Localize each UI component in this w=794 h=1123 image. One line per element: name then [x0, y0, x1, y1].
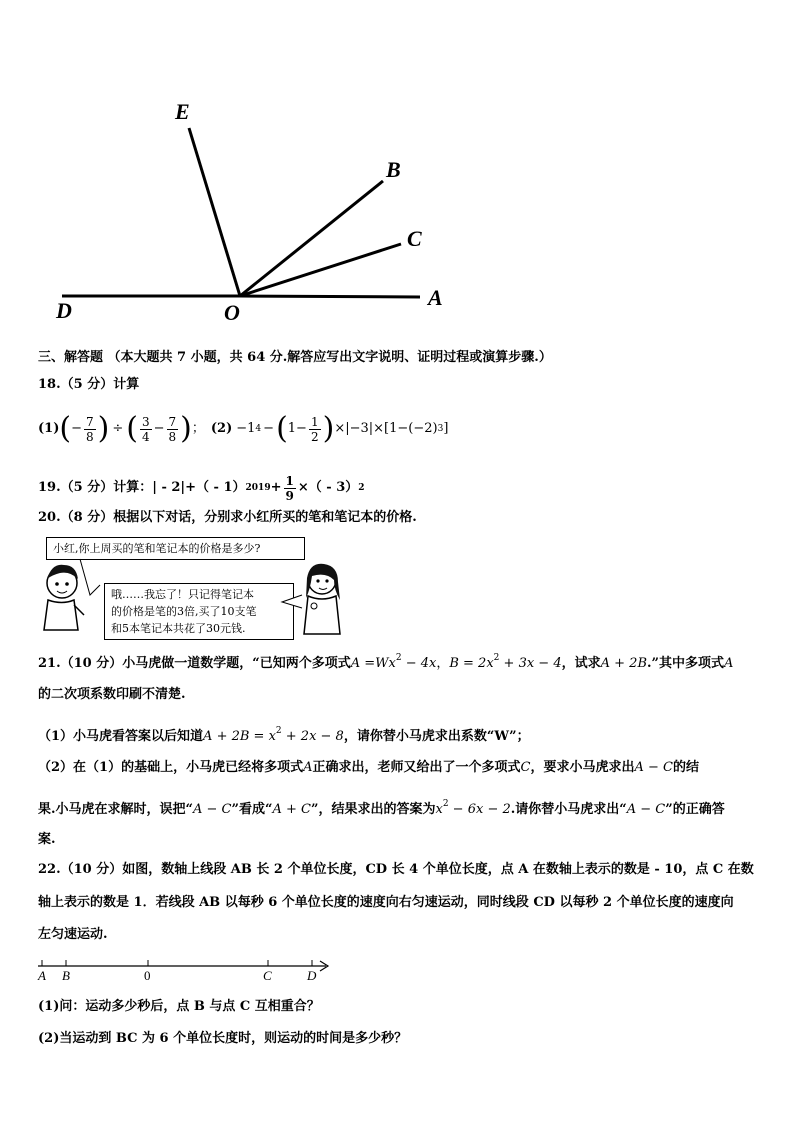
- math-expr: B = 2x: [449, 656, 494, 671]
- frac-num: 3: [141, 414, 150, 429]
- bracket-term: [1−(−2): [384, 421, 438, 436]
- q22-line1: 22.（10 分）如图，数轴上线段 AB 长 2 个单位长度，CD 长 4 个单位长度，点 A 在数轴上表示的数是 - 10，点 C 在数: [38, 862, 754, 877]
- text-span: （2）在（1）的基础上，小马虎已经将多项式: [38, 760, 304, 775]
- q21-part2-line2: [38, 795, 725, 819]
- math-expr: A =Wx: [350, 656, 396, 671]
- frac-num: 1: [310, 414, 319, 429]
- exponent: 2019: [245, 483, 271, 493]
- text-span: .请你替小马虎求出“: [510, 802, 627, 817]
- exponent: 4: [255, 424, 262, 434]
- frac-num: 7: [85, 414, 94, 429]
- abs-term: ×|−3|×: [334, 421, 385, 436]
- math-expr: A: [724, 656, 734, 671]
- math-expr: A + C: [272, 802, 311, 817]
- axis-label-A: A: [38, 968, 46, 983]
- paren-close: ): [180, 411, 192, 446]
- math-expr: x: [435, 802, 443, 817]
- text-span: .”其中多项式: [647, 656, 725, 671]
- q21-part1: [38, 722, 530, 746]
- frac-den: 4: [141, 429, 150, 444]
- frac-num: 1: [285, 473, 294, 488]
- q18-expressions: [38, 409, 448, 449]
- q18-p1-label: (1): [38, 421, 60, 436]
- axis-label-B: B: [62, 968, 70, 983]
- math-expr: A − C: [193, 802, 232, 817]
- label-C: C: [407, 226, 422, 251]
- section-heading: 三、解答题 （本大题共 7 小题，共 64 分.解答应写出文字说明、证明过程或演算步骤.）: [38, 350, 552, 365]
- q20-text: 20.（8 分）根据以下对话，分别求小红所买的笔和笔记本的价格.: [38, 510, 417, 525]
- semicolon: ；: [191, 421, 205, 436]
- neg-sign: −: [71, 421, 82, 436]
- q18-frac1: [84, 415, 96, 444]
- math-expr: + 3x − 4: [499, 656, 562, 671]
- minus-sign: −: [263, 421, 275, 436]
- text-span: ，请你替小马虎求出系数“W”；: [343, 729, 530, 744]
- q18-frac4: [309, 415, 321, 444]
- math-expr: − 6x − 2: [448, 802, 511, 817]
- q21-part2-line3: 案.: [38, 832, 56, 847]
- bracket-close: ]: [443, 421, 449, 436]
- math-expr: A − C: [626, 802, 666, 817]
- axis-label-C: C: [263, 968, 272, 983]
- q18-frac2: [140, 415, 152, 444]
- text-span: 正确求出，老师又给出了一个多项式: [312, 760, 521, 775]
- q18-p2-label: (2): [210, 421, 233, 436]
- ray-OC: [240, 244, 401, 296]
- div-sign: ÷: [112, 421, 124, 436]
- bubble-line: 哦……我忘了！只记得笔记本: [111, 588, 254, 601]
- label-E: E: [175, 99, 190, 124]
- neg-one: −1: [236, 421, 256, 436]
- dialog-bubble-girl: [104, 583, 294, 640]
- q18-frac3: [167, 415, 179, 444]
- label-D: D: [56, 298, 72, 323]
- q21-line1: [38, 649, 733, 673]
- math-expr: A + 2B: [600, 656, 647, 671]
- q22-part1: (1)问：运动多少秒后，点 B 与点 C 互相重合？: [38, 999, 320, 1014]
- q18-title: 18.（5 分）计算: [38, 377, 140, 392]
- math-expr: + 2x − 8: [281, 729, 344, 744]
- label-O: O: [224, 300, 240, 325]
- exponent: 2: [275, 726, 282, 736]
- frac-den: 8: [85, 429, 94, 444]
- paren-close: ): [97, 411, 110, 446]
- label-B: B: [386, 157, 401, 182]
- angle-figure: [0, 0, 794, 335]
- math-expr: − 4x: [401, 656, 437, 671]
- frac-den: 9: [285, 488, 294, 503]
- q19-line: [38, 468, 365, 508]
- axis-label-zero: 0: [144, 968, 151, 983]
- q21-intro: 21.（10 分）小马虎做一道数学题，“已知两个多项式: [38, 656, 351, 671]
- label-A: A: [428, 285, 443, 310]
- text-span: （1）小马虎看答案以后知道: [38, 729, 204, 744]
- text-span: ，试求: [561, 656, 601, 671]
- comma: ，: [436, 656, 450, 671]
- q19-frac: [284, 474, 296, 503]
- exponent: 3: [437, 424, 444, 434]
- paren-close: ): [322, 411, 335, 446]
- paren-open: (: [126, 411, 138, 446]
- q22-part2: (2)当运动到 BC 为 6 个单位长度时，则运动的时间是多少秒？: [38, 1031, 408, 1046]
- ray-OB: [240, 181, 383, 296]
- exponent: 2: [358, 483, 365, 493]
- ray-OA: [240, 296, 420, 297]
- exponent: 2: [395, 653, 402, 663]
- q19-text-b: ×（ - 3）: [297, 480, 359, 495]
- axis-label-D: D: [307, 968, 317, 983]
- minus-sign: −: [153, 421, 165, 436]
- q21-line2: 的二次项系数印刷不清楚.: [38, 687, 186, 702]
- dialog-bubble-boy: 小红,你上周买的笔和笔记本的价格是多少?: [46, 537, 305, 560]
- math-expr: A: [303, 760, 313, 775]
- number-line: [30, 955, 340, 985]
- q19-text-a: 19.（5 分）计算：| - 2|+（ - 1）: [38, 480, 246, 495]
- text-span: 的结: [672, 760, 699, 775]
- bubble-line: 和5本笔记本共花了30元钱.: [111, 622, 246, 635]
- plus-sign: +: [270, 480, 282, 495]
- girl-cartoon: [280, 560, 350, 640]
- q22-line2: 轴上表示的数是 1．若线段 AB 以每秒 6 个单位长度的速度向右匀速运动，同时线段 CD 以每秒 2 个单位长度的速度向: [38, 895, 734, 910]
- boy-cartoon: [40, 555, 110, 637]
- math-expr: A + 2B = x: [203, 729, 276, 744]
- exponent: 2: [493, 653, 500, 663]
- math-expr: C: [520, 760, 531, 775]
- q21-part2-line1: [38, 759, 699, 777]
- text-span: 果.小马虎在求解时，误把“: [38, 802, 194, 817]
- ray-OE: [189, 128, 240, 296]
- bubble-line: 的价格是笔的3倍,买了10支笔: [111, 605, 257, 618]
- frac-num: 7: [168, 414, 177, 429]
- frac-den: 2: [310, 429, 319, 444]
- q22-line3: 左匀速运动.: [38, 927, 108, 942]
- text-span: ，要求小马虎求出: [530, 760, 635, 775]
- math-expr: A − C: [634, 760, 673, 775]
- text-span: ”，结果求出的答案为: [310, 802, 436, 817]
- text-span: ”看成“: [231, 802, 273, 817]
- exponent: 2: [442, 799, 449, 809]
- paren-open: (: [59, 411, 72, 446]
- text-span: ”的正确答: [665, 802, 725, 817]
- frac-den: 8: [168, 429, 177, 444]
- one-minus: 1−: [287, 421, 307, 436]
- paren-open: (: [276, 411, 288, 446]
